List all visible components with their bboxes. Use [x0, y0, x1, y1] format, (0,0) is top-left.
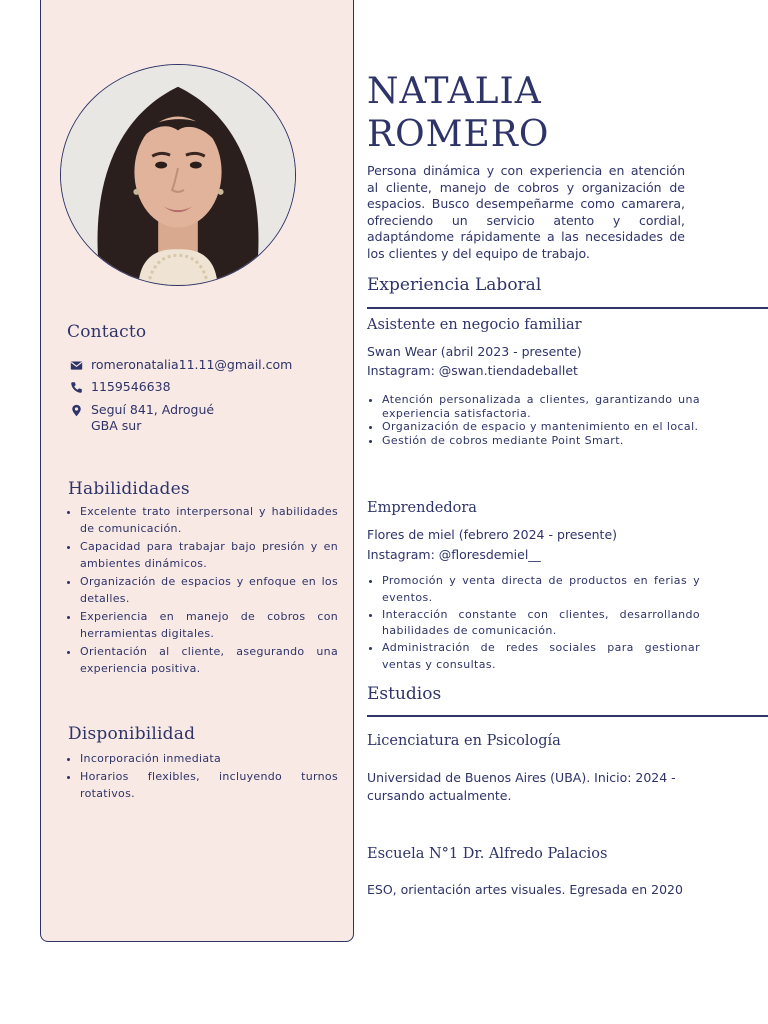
school-title: Escuela N°1 Dr. Alfredo Palacios: [367, 846, 608, 862]
education-heading: Estudios: [367, 684, 442, 704]
availability-heading: Disponibilidad: [68, 724, 196, 744]
job-bullet: • Interacción constante con clientes, desarrollando habilidades de comunicación.: [382, 607, 700, 641]
job-title: Asistente en negocio familiar: [367, 317, 582, 333]
phone-icon: [68, 379, 84, 395]
skill-item: • Organización de espacios y enfoque en los detalles.: [80, 573, 338, 607]
experience-heading: Experiencia Laboral: [367, 275, 542, 295]
job-bullet: • Atención personalizada a clientes, garantizando una experiencia satisfactoria.: [382, 393, 700, 420]
skills-list: [66, 503, 338, 678]
degree-title: Licenciatura en Psicología: [367, 733, 561, 749]
education-divider: [367, 715, 768, 717]
job-bullet: • Administración de redes sociales para gestionar ventas y consultas.: [382, 640, 700, 674]
degree-detail: Universidad de Buenos Aires (UBA). Inicio: 2024 - cursando actualmente.: [367, 770, 676, 803]
skill-item: • Experiencia en manejo de cobros con herramientas digitales.: [80, 608, 338, 642]
job-bullets: [367, 573, 700, 674]
availability-item: • Incorporación inmediata: [80, 750, 338, 767]
school-detail: ESO, orientación artes visuales. Egresada en 2020: [367, 882, 683, 897]
location-pin-icon: [68, 402, 84, 418]
availability-list: [66, 750, 338, 803]
job-company: Flores de miel (febrero 2024 - presente): [367, 527, 618, 542]
skill-item: • Orientación al cliente, asegurando una experiencia positiva.: [80, 643, 338, 677]
job-title: Emprendedora: [367, 500, 477, 516]
contact-address-row: [68, 402, 214, 434]
experience-divider: [367, 307, 768, 309]
availability-item: • Horarios flexibles, incluyendo turnos rotativos.: [80, 768, 338, 802]
contact-email-row: [68, 357, 292, 373]
job-bullet: • Organización de espacio y mantenimiento en el local.: [382, 420, 700, 434]
contact-heading: Contacto: [67, 322, 147, 342]
job-bullet: • Gestión de cobros mediante Point Smart.: [382, 434, 700, 448]
envelope-icon: [68, 357, 84, 373]
contact-phone-row: [68, 379, 171, 395]
name-last: ROMERO: [367, 114, 550, 155]
job-bullet: • Promoción y venta directa de productos en ferias y eventos.: [382, 573, 700, 607]
contact-address-line2: GBA sur: [91, 418, 142, 433]
job-instagram[interactable]: Instagram: @floresdemiel__: [367, 547, 541, 562]
profile-photo-illustration: [61, 65, 295, 285]
profile-photo: [60, 64, 296, 286]
contact-phone[interactable]: 1159546638: [91, 379, 171, 394]
skill-item: • Excelente trato interpersonal y habilidades de comunicación.: [80, 503, 338, 537]
profile-summary: Persona dinámica y con experiencia en atención al cliente, manejo de cobros y organización de espacios. Busco desempeñarme como camarera, ofreciendo un servicio atento y cordial, adaptándome rápidamente a las necesidades de los clientes y del equipo de trabajo.: [367, 163, 685, 261]
contact-address-line1: Seguí 841, Adrogué: [91, 402, 215, 417]
job-bullets: [367, 393, 700, 447]
contact-email[interactable]: romeronatalia11.11@gmail.com: [91, 357, 293, 372]
job-company: Swan Wear (abril 2023 - presente): [367, 344, 582, 359]
name-first: NATALIA: [367, 71, 542, 112]
skills-heading: Habilididades: [68, 479, 190, 499]
job-instagram[interactable]: Instagram: @swan.tiendadeballet: [367, 363, 578, 378]
candidate-name: [367, 70, 549, 156]
skill-item: • Capacidad para trabajar bajo presión y en ambientes dinámicos.: [80, 538, 338, 572]
